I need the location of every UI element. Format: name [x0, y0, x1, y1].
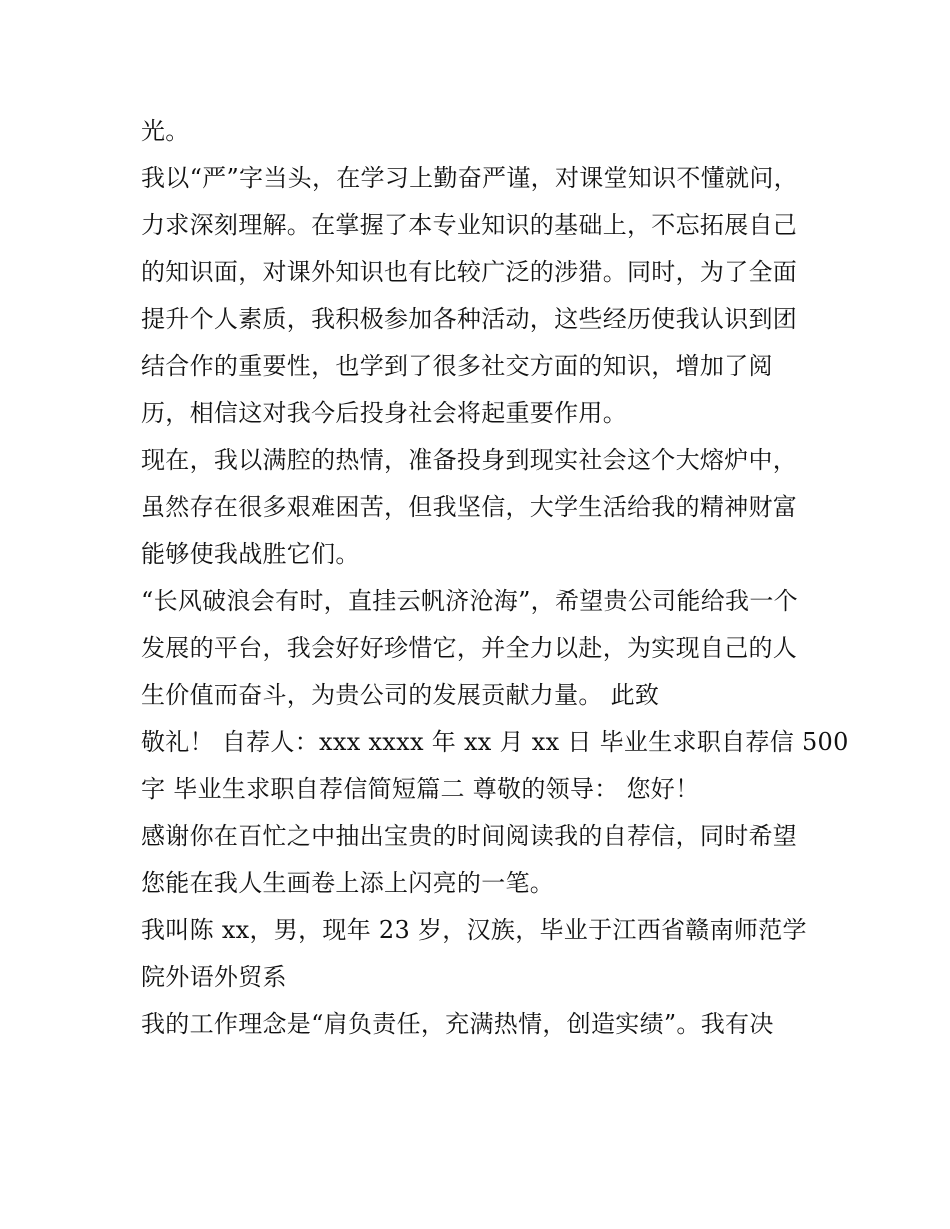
body-text [141, 108, 849, 1048]
text-line: 字 毕业生求职自荐信简短篇二 尊敬的领导： 您好！ [141, 775, 700, 803]
text-line: 我以“严”字当头，在学习上勤奋严谨，对课堂知识不懂就问， [141, 164, 798, 192]
text-line: 院外语外贸系 [141, 963, 287, 991]
text-line: 现在，我以满腔的热情，准备投身到现实社会这个大熔炉中， [141, 446, 798, 474]
text-line: 虽然存在很多艰难困苦，但我坚信，大学生活给我的精神财富 [141, 493, 798, 521]
text-line: 您能在我人生画卷上添上闪亮的一笔。 [141, 869, 555, 897]
text-line: 生价值而奋斗，为贵公司的发展贡献力量。 此致 [141, 681, 660, 709]
text-line: 敬礼！ 自荐人：xxx xxxx 年 xx 月 xx 日 毕业生求职自荐信 500 [141, 728, 849, 756]
text-line: 历，相信这对我今后投身社会将起重要作用。 [141, 399, 627, 427]
text-line: 能够使我战胜它们。 [141, 540, 360, 568]
text-line: 光。 [141, 117, 190, 145]
text-line: 的知识面，对课外知识也有比较广泛的涉猎。同时，为了全面 [141, 258, 798, 286]
text-line: 提升个人素质，我积极参加各种活动，这些经历使我认识到团 [141, 305, 798, 333]
text-line: 我叫陈 xx，男，现年 23 岁，汉族，毕业于江西省赣南师范学 [141, 916, 807, 944]
text-line: 力求深刻理解。在掌握了本专业知识的基础上，不忘拓展自己 [141, 211, 798, 239]
text-line: 我的工作理念是“肩负责任，充满热情，创造实绩”。我有决 [141, 1010, 774, 1038]
text-line: “长风破浪会有时，直挂云帆济沧海”，希望贵公司能给我一个 [141, 587, 798, 615]
text-line: 结合作的重要性，也学到了很多社交方面的知识，增加了阅 [141, 352, 773, 380]
text-line: 发展的平台，我会好好珍惜它，并全力以赴，为实现自己的人 [141, 634, 798, 662]
text-line: 感谢你在百忙之中抽出宝贵的时间阅读我的自荐信，同时希望 [141, 822, 798, 850]
